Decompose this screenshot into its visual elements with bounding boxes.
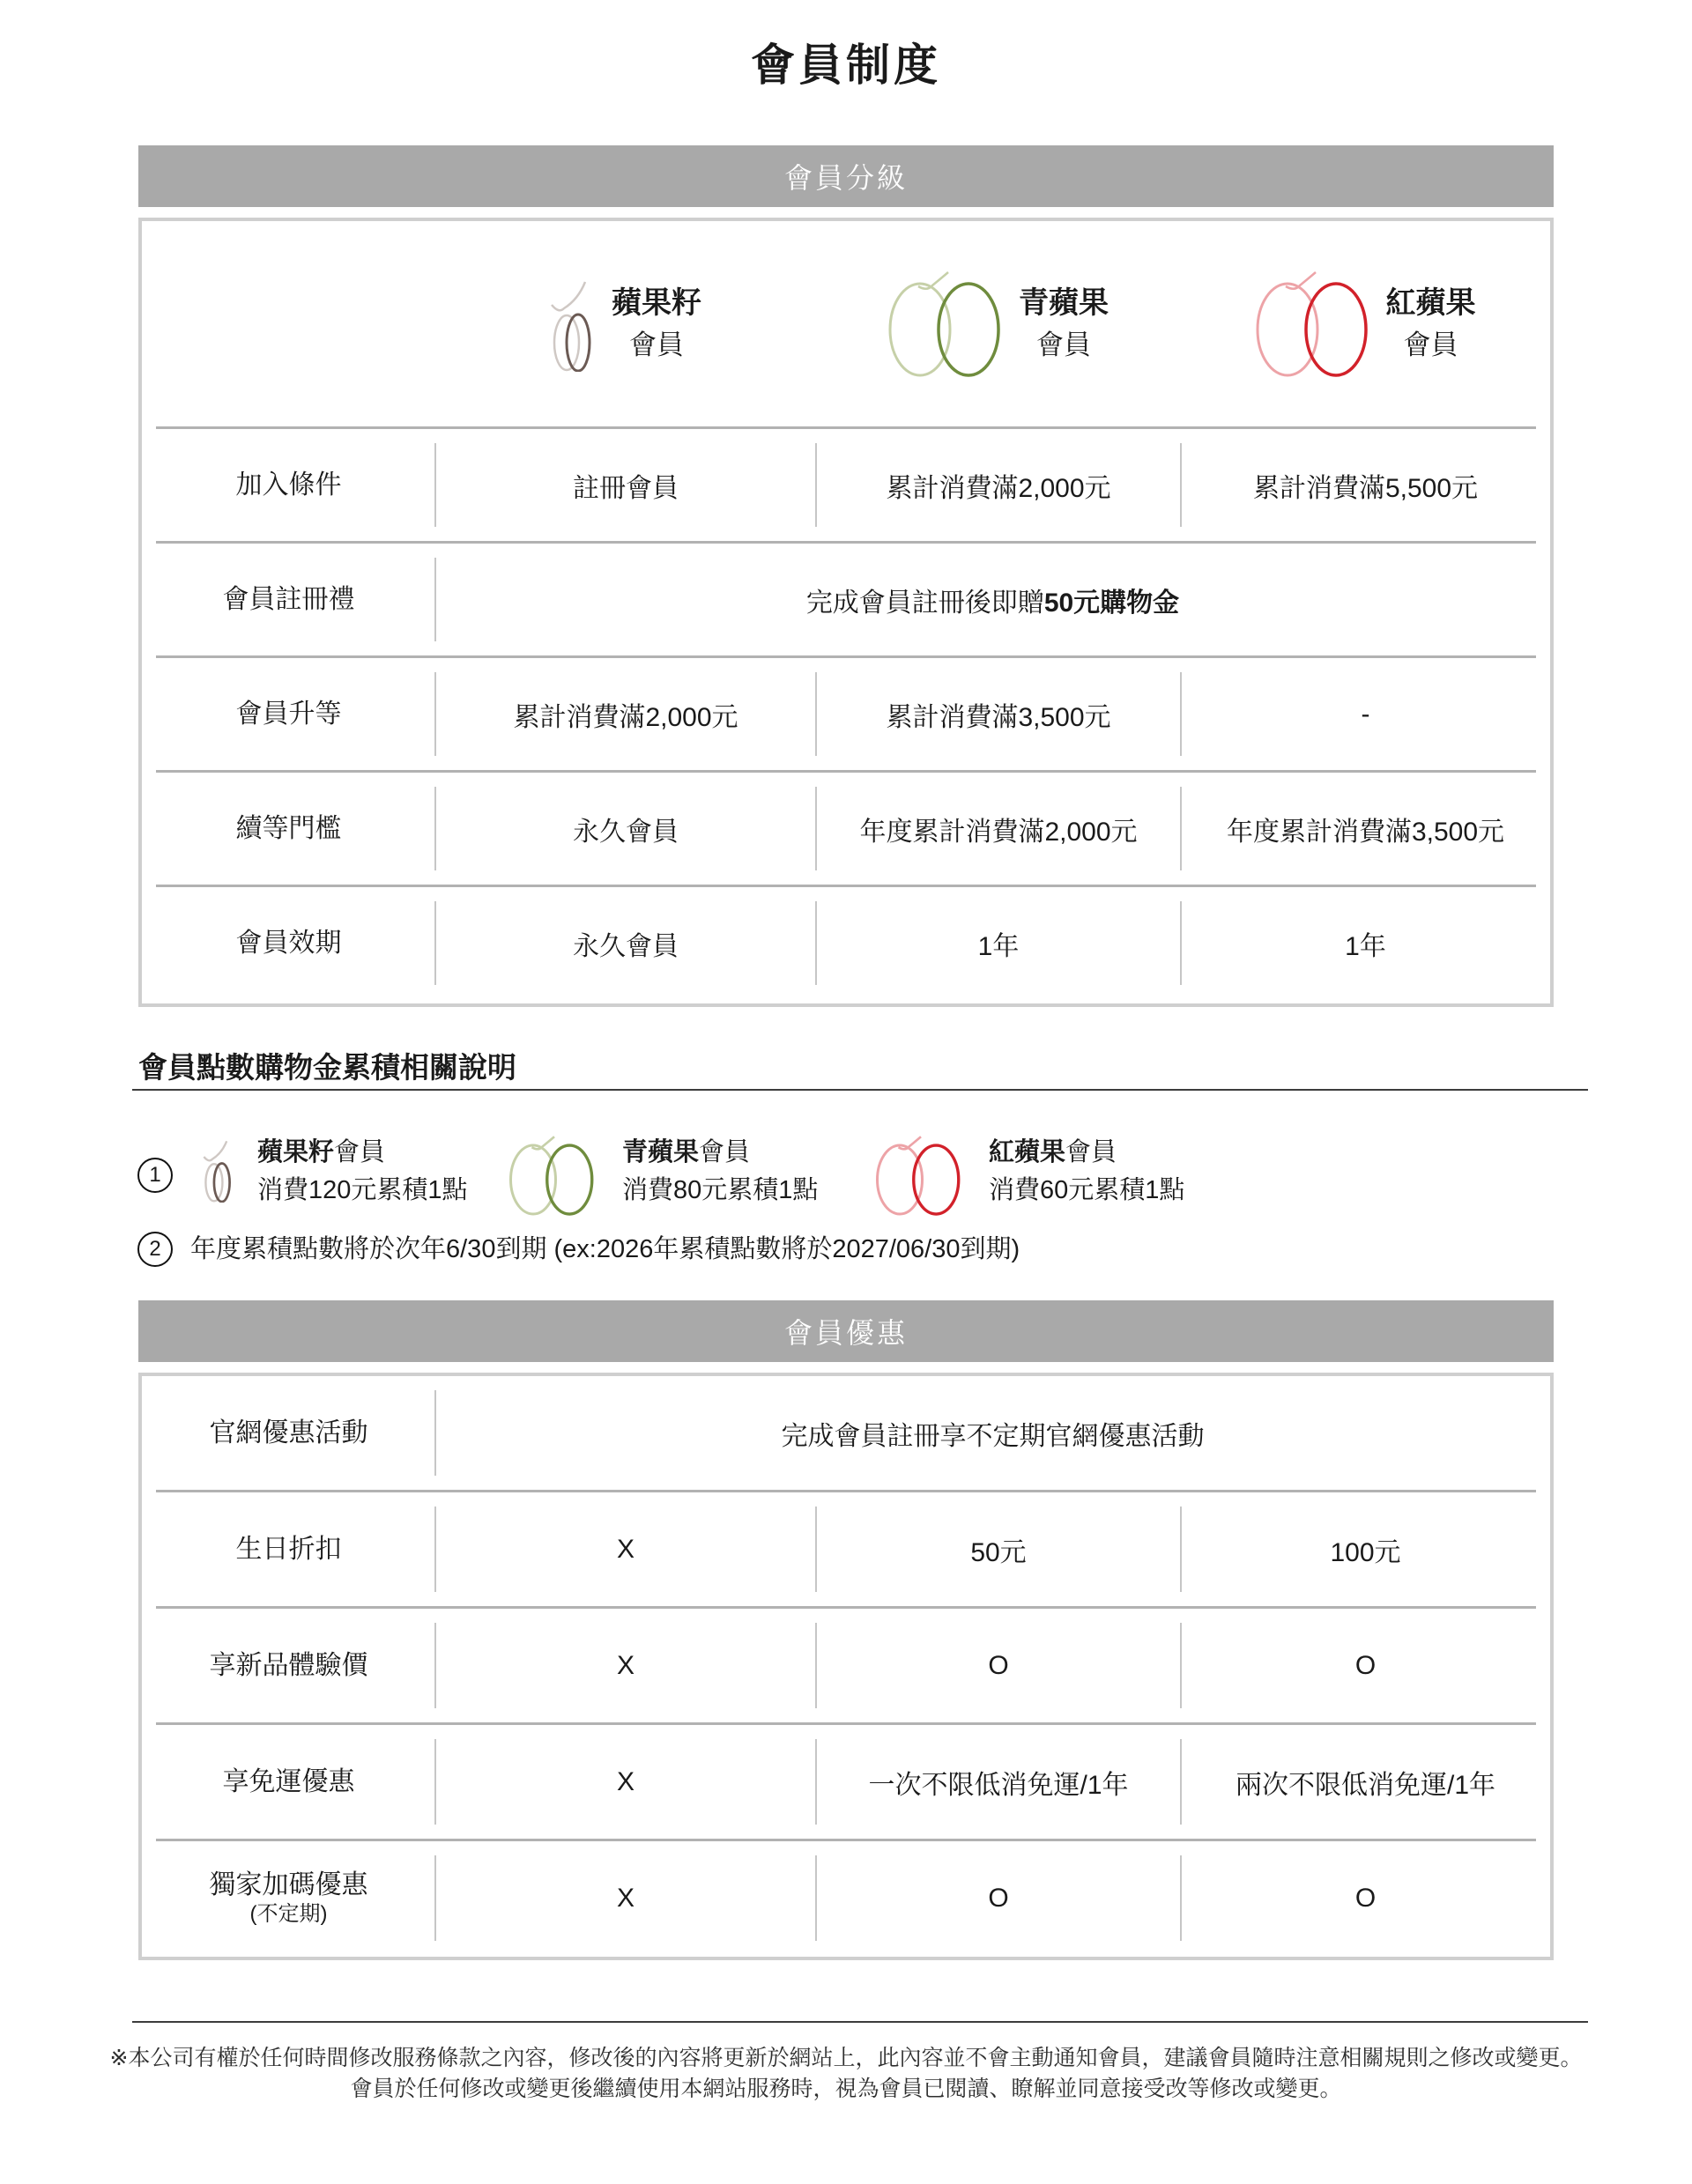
row-label: 續等門檻 — [235, 813, 342, 843]
table-row-free-shipping — [142, 1725, 1550, 1839]
cell: O — [1181, 1609, 1550, 1722]
table-row-signup-gift — [142, 544, 1550, 655]
tier-header-row — [142, 221, 1550, 426]
table-row-validity — [142, 887, 1550, 999]
green-apple-left-ellipse — [890, 284, 950, 375]
cell: 1年 — [1181, 887, 1550, 999]
tier-suffix: 會員 — [699, 1138, 751, 1166]
section-bar-membership-levels — [138, 145, 1554, 207]
cell: 累計消費滿3,500元 — [816, 658, 1181, 770]
green-apple-left-ellipse — [511, 1145, 556, 1214]
note1-item-green-apple — [622, 1134, 818, 1210]
row-label: 享免運優惠 — [222, 1766, 355, 1796]
cell: O — [1181, 1841, 1550, 1955]
tier-header-empty-cell — [142, 221, 435, 426]
red-apple-icon — [876, 1136, 961, 1216]
seed-icon — [203, 1137, 233, 1203]
seed-stem — [204, 1141, 226, 1160]
cell: O — [816, 1609, 1181, 1722]
red-apple-left-ellipse — [1258, 284, 1317, 375]
cell: 年度累計消費滿2,000元 — [816, 773, 1181, 885]
cell: O — [816, 1841, 1181, 1955]
red-apple-icon — [1256, 271, 1369, 377]
note1-number: 1 — [149, 1163, 161, 1187]
membership-levels-table — [138, 218, 1554, 1007]
cell: 永久會員 — [435, 887, 816, 999]
tier-title — [1019, 282, 1109, 365]
tier-suffix: 會員 — [629, 329, 684, 360]
cell: 1年 — [816, 887, 1181, 999]
merged-text-normal: 完成會員註冊後即贈 — [805, 588, 1044, 618]
red-apple-left-ellipse — [878, 1145, 923, 1214]
cell: X — [435, 1609, 816, 1722]
footer-rule — [132, 2021, 1588, 2023]
row-label: 官網優惠活動 — [209, 1418, 368, 1447]
cell: 累計消費滿2,000元 — [435, 658, 816, 770]
note1-item-title — [257, 1134, 468, 1172]
tier-name: 蘋果籽 — [257, 1138, 335, 1166]
cell: 年度累計消費滿3,500元 — [1181, 773, 1550, 885]
green-apple-icon — [509, 1136, 594, 1216]
tier-header-red-apple — [1181, 221, 1550, 426]
green-apple-icon — [888, 271, 1001, 377]
row-label: 會員升等 — [235, 699, 342, 729]
section-bar-label: 會員優惠 — [783, 1317, 908, 1349]
section-bar-label: 會員分級 — [783, 162, 908, 194]
cell: 50元 — [816, 1492, 1181, 1606]
tier-title — [1386, 282, 1476, 365]
tier-suffix: 會員 — [1403, 329, 1458, 360]
cell: 累計消費滿2,000元 — [816, 429, 1181, 541]
cell: 100元 — [1181, 1492, 1550, 1606]
cell: X — [435, 1725, 816, 1839]
seed-stem — [552, 282, 585, 310]
cell: 註冊會員 — [435, 429, 816, 541]
green-apple-right-ellipse — [939, 284, 998, 375]
red-apple-right-ellipse — [1306, 284, 1366, 375]
cell: 兩次不限低消免運/1年 — [1181, 1725, 1550, 1839]
red-apple-right-ellipse — [914, 1145, 959, 1214]
row-label: 享新品體驗價 — [209, 1650, 368, 1680]
note1-item-title — [989, 1134, 1184, 1172]
note2-number-badge — [137, 1232, 173, 1267]
cell: - — [1181, 658, 1550, 770]
member-benefits-table — [138, 1373, 1554, 1960]
tier-header-green-apple — [816, 221, 1181, 426]
row-label: 生日折扣 — [235, 1534, 342, 1564]
note1-number-badge — [137, 1158, 173, 1193]
note1-item-seed — [257, 1134, 468, 1210]
tier-suffix: 會員 — [334, 1138, 386, 1166]
tier-header-seed — [435, 221, 816, 426]
tier-suffix: 會員 — [1036, 329, 1091, 360]
table-row-exclusive-bonus — [142, 1841, 1550, 1955]
green-apple-right-ellipse — [547, 1145, 592, 1214]
cell: X — [435, 1841, 816, 1955]
cell: X — [435, 1492, 816, 1606]
points-section-rule — [132, 1089, 1588, 1091]
table-row-upgrade — [142, 658, 1550, 770]
cell: 累計消費滿5,500元 — [1181, 429, 1550, 541]
note1-item-desc: 消費60元累積1點 — [989, 1176, 1185, 1204]
section-bar-member-benefits — [138, 1300, 1554, 1362]
footer-line-2: 會員於任何修改或變更後繼續使用本網站服務時，視為會員已閱讀、瞭解並同意接受改等修改或變更。 — [350, 2077, 1342, 2101]
cell: 永久會員 — [435, 773, 816, 885]
footer-line-1: ※本公司有權於任何時間修改服務條款之內容，修改後的內容將更新於網站上，此內容並不會主動通知會員，建議會員隨時注意相關規則之修改或變更。 — [109, 2046, 1583, 2070]
table-row-join-condition — [142, 429, 1550, 541]
red-apple-stem — [1286, 272, 1316, 289]
table-row-renewal-threshold — [142, 773, 1550, 885]
seed-icon — [550, 277, 594, 372]
tier-name: 紅蘋果 — [1385, 286, 1476, 321]
note1-item-desc: 消費80元累積1點 — [622, 1176, 819, 1204]
note1-item-red-apple — [989, 1134, 1184, 1210]
merged-cell — [435, 544, 1550, 655]
merged-text-bold: 50元購物金 — [1043, 588, 1180, 618]
note2-text: 年度累積點數將於次年6/30到期 (ex:2026年累積點數將於2027/06/30到期) — [190, 1235, 1020, 1263]
row-label: 加入條件 — [235, 470, 342, 500]
row-label — [142, 1841, 435, 1955]
points-section-heading: 會員點數購物金累積相關說明 — [138, 1051, 516, 1084]
table-row-website-promos — [142, 1376, 1550, 1490]
table-row-new-product-trial-price — [142, 1609, 1550, 1722]
tier-title — [612, 282, 701, 365]
tier-name: 青蘋果 — [1019, 286, 1109, 321]
table-row-birthday-discount — [142, 1492, 1550, 1606]
merged-cell: 完成會員註冊享不定期官網優惠活動 — [435, 1376, 1550, 1490]
tier-name: 紅蘋果 — [989, 1138, 1066, 1166]
row-label: 會員註冊禮 — [222, 584, 355, 614]
note1-item-title — [622, 1134, 818, 1172]
note1-item-desc: 消費120元累積1點 — [257, 1176, 468, 1204]
green-apple-stem — [918, 272, 948, 289]
page-title: 會員制度 — [751, 41, 941, 90]
row-label-main: 獨家加碼優惠 — [209, 1869, 368, 1899]
row-label: 會員效期 — [235, 928, 342, 958]
tier-name: 蘋果籽 — [612, 286, 701, 321]
tier-name: 青蘋果 — [622, 1138, 700, 1166]
cell: 一次不限低消免運/1年 — [816, 1725, 1181, 1839]
note2-number: 2 — [149, 1237, 161, 1261]
row-label-sub: (不定期) — [249, 1902, 328, 1927]
tier-suffix: 會員 — [1065, 1138, 1117, 1166]
